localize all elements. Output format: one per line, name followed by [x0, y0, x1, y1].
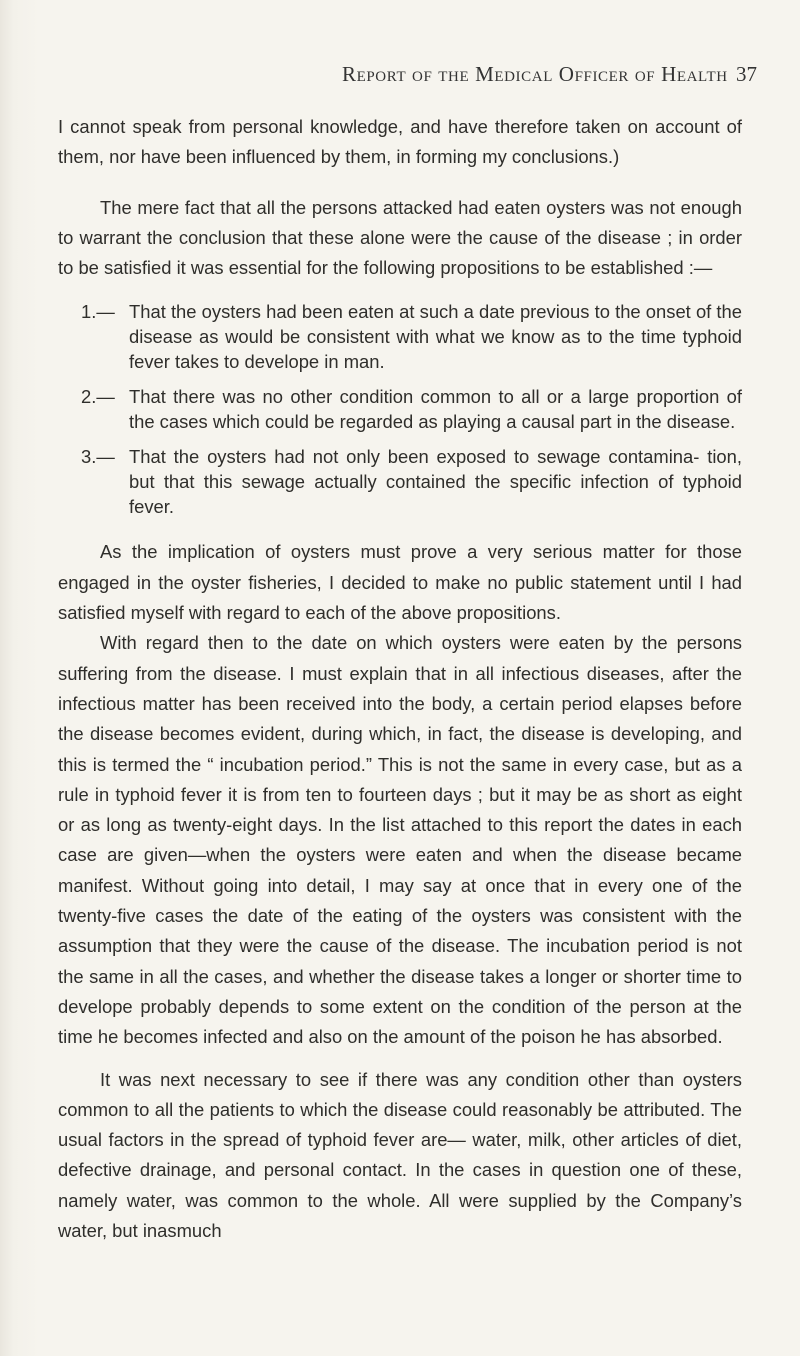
paragraph-other-condition: It was next necessary to see if there was any condition other than oysters common to all the patients to which the disease could reasonably be attributed. The usual factors in the spread of typhoid fever are— water, milk, other articles of diet, defective drainage, and personal contact. In the cases in question one of these, namely water, was common to the whole. All were supplied by the Company’s water, but inasmuch: [58, 1068, 742, 1242]
paragraph-gap: [58, 1053, 742, 1065]
page-header: [0, 62, 800, 92]
proposition-3: [58, 444, 742, 519]
proposition-text: That there was no other condition common to all or a large proportion of the cases which could be regarded as playing a causal part in the disease.: [129, 386, 742, 433]
proposition-text: That the oysters had been eaten at such a date previous to the onset of the disease as would be consistent with what we know as to the time typhoid fever takes to develope in man.: [129, 301, 742, 373]
paragraph-incubation: With regard then to the date on which oysters were eaten by the persons suffering from the disease. I must explain that in all infectious diseases, after the infectious matter has been received into the body, a certain period elapses before the disease becomes evident, during which, in fact, the disease is developing, and this is termed the “ incubation period.” This is not the same in every case, but as a rule in typhoid fever it is from ten to fourteen days ; but it may be as short as eight or as long as twenty-eight days. In the list attached to this report the dates in each case are given—when the oysters were eaten and when the disease became manifest. Without going into detail, I may say at once that in every one of the twenty-five cases the date of the eating of the oysters was consistent with the assumption that they were the cause of the disease. The incubation period is not the same in all the cases, and whether the disease takes a longer or shorter time to develope probably depends to some extent on the condition of the person at the time he becomes infected and also on the amount of the poison he has absorbed.: [58, 632, 742, 1048]
paragraph-continued: I cannot speak from personal knowledge, and have therefore taken on account of them, nor have been influenced by them, in forming my conclusions.): [58, 116, 742, 168]
paragraph-mere-fact: The mere fact that all the persons attacked had eaten oysters was not enough to warrant the conclusion that these alone were the cause of the disease ; in order to be satisfied it was essential for the following propositions to be established :—: [58, 196, 742, 279]
paragraph-implication: As the implication of oysters must prove a very serious matter for those engaged in the oyster fisheries, I decided to make no public statement until I had satisfied myself with regard to each of the above propositions.: [58, 541, 742, 624]
proposition-number: 1.—: [81, 301, 115, 323]
proposition-number: 3.—: [81, 446, 115, 468]
page-number: 37: [736, 62, 757, 86]
proposition-1: [58, 299, 742, 374]
running-head: Report of the Medical Officer of Health: [342, 62, 728, 86]
body-text: [58, 112, 742, 1246]
propositions-list: [58, 299, 742, 519]
proposition-number: 2.—: [81, 386, 115, 408]
proposition-text: That the oysters had not only been exposed to sewage contamina- tion, but that this sewage actually contained the specific infection of typhoid fever.: [129, 446, 742, 518]
proposition-2: [58, 384, 742, 434]
